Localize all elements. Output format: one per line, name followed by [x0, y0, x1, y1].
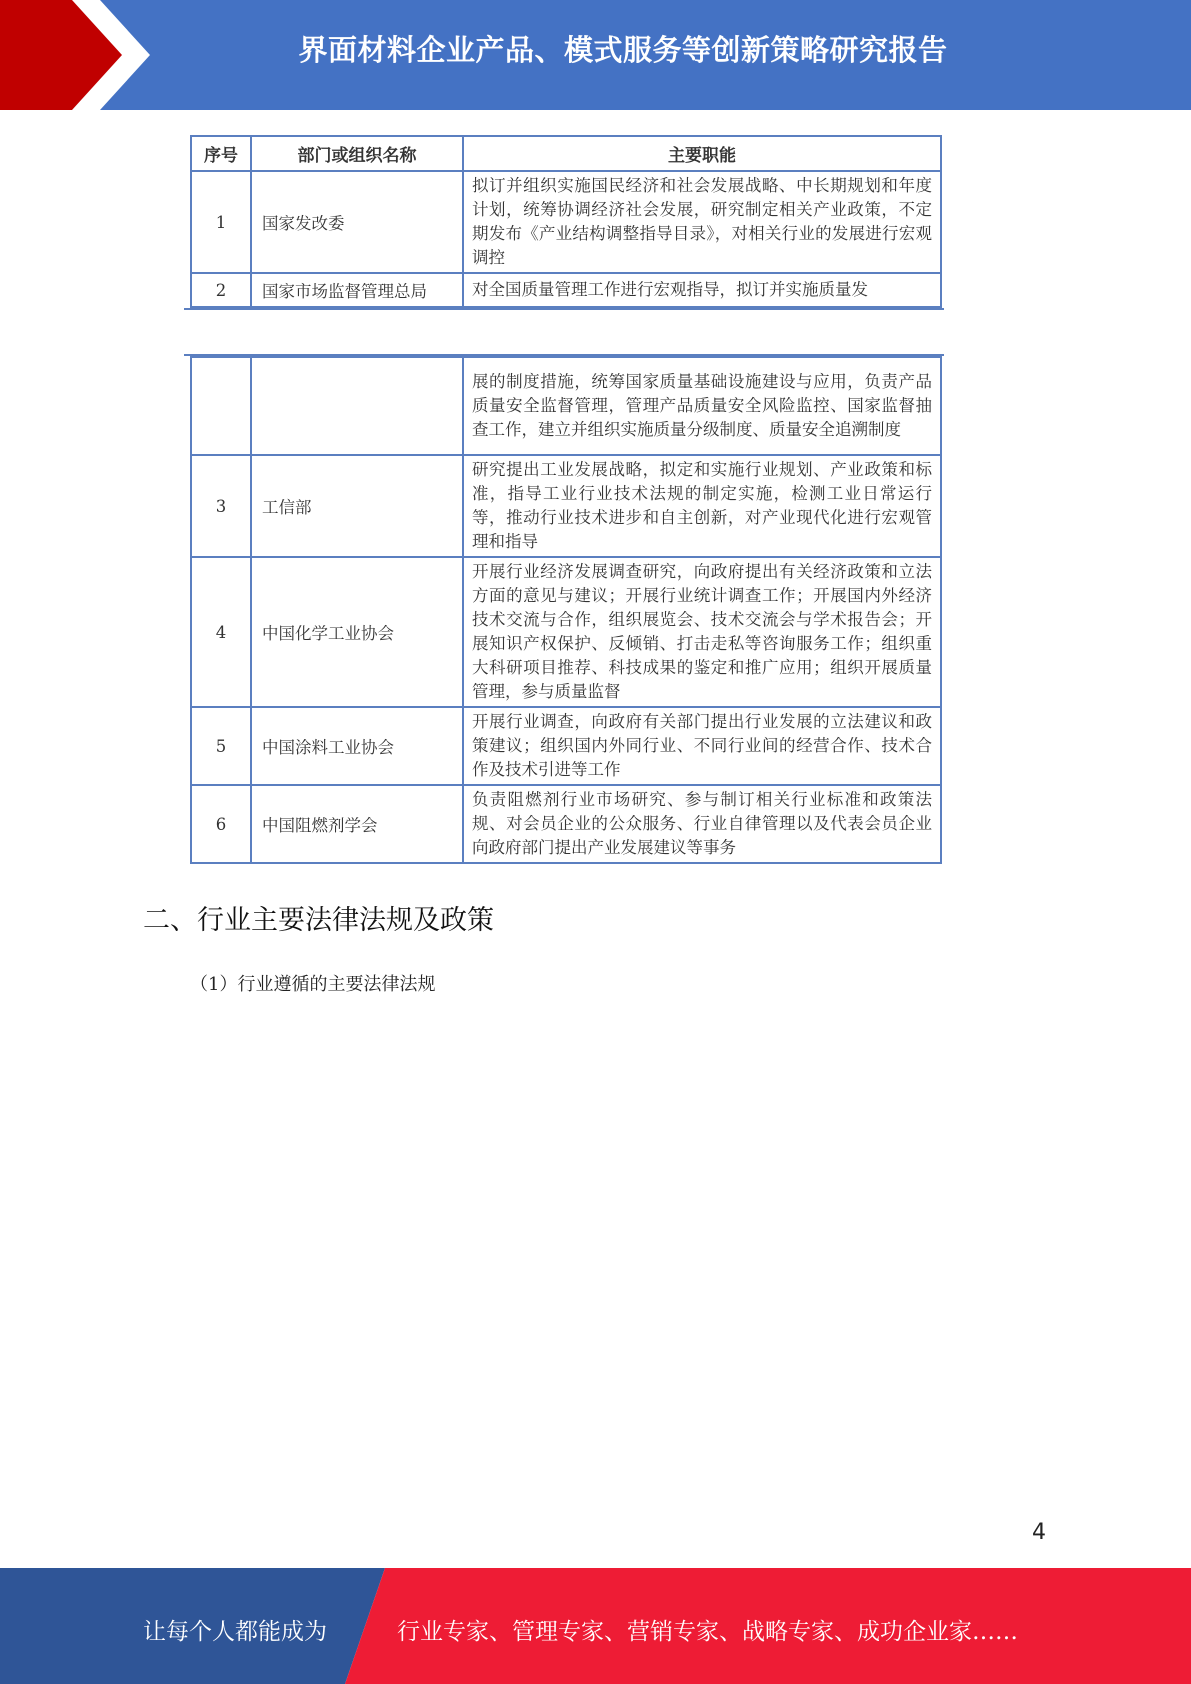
row-no-empty [191, 357, 251, 455]
header-no: 序号 [191, 136, 251, 171]
footer-slogan-right: 行业专家、管理专家、营销专家、战略专家、成功企业家…… [397, 1619, 1018, 1645]
agency-table-part1 [190, 135, 942, 308]
header-duty: 主要职能 [463, 136, 941, 171]
header-name: 部门或组织名称 [251, 136, 463, 171]
row-no: 4 [191, 557, 251, 707]
row-name: 工信部 [251, 455, 463, 557]
chevron-logo-icon [0, 0, 160, 110]
table-bottom-rule [184, 308, 944, 310]
footer-banner [0, 1568, 1191, 1684]
table-row [191, 785, 941, 863]
row-duty: 负责阻燃剂行业市场研究、参与制订相关行业标准和政策法规、对会员企业的公众服务、行业自律管理以及代表会员企业向政府部门提出产业发展建议等事务 [463, 785, 941, 863]
table-row [191, 455, 941, 557]
row-no: 3 [191, 455, 251, 557]
subsection-heading: （1）行业遵循的主要法律法规 [190, 974, 436, 995]
table-row [191, 171, 941, 273]
row-name: 国家发改委 [251, 171, 463, 273]
report-title: 界面材料企业产品、模式服务等创新策略研究报告 [298, 33, 948, 67]
row-name: 国家市场监督管理总局 [251, 273, 463, 307]
row-duty: 研究提出工业发展战略，拟定和实施行业规划、产业政策和标准，指导工业行业技术法规的制定实施，检测工业日常运行等，推动行业技术进步和自主创新，对产业现代化进行宏观管理和指导 [463, 455, 941, 557]
row-no: 1 [191, 171, 251, 273]
row-duty: 拟订并组织实施国民经济和社会发展战略、中长期规划和年度计划，统筹协调经济社会发展，研究制定相关产业政策，不定期发布《产业结构调整指导目录》，对相关行业的发展进行宏观调控 [463, 171, 941, 273]
row-name-empty [251, 357, 463, 455]
row-name: 中国涂料工业协会 [251, 707, 463, 785]
footer-slogan-left: 让每个人都能成为 [143, 1619, 327, 1645]
row-no: 5 [191, 707, 251, 785]
row-duty: 展的制度措施，统筹国家质量基础设施建设与应用，负责产品质量安全监督管理，管理产品质量安全风险监控、国家监督抽查工作，建立并组织实施质量分级制度、质量安全追溯制度 [463, 357, 941, 455]
row-duty: 开展行业调查，向政府有关部门提出行业发展的立法建议和政策建议；组织国内外同行业、不同行业间的经营合作、技术合作及技术引进等工作 [463, 707, 941, 785]
agency-table-part2 [190, 356, 942, 864]
table-row [191, 557, 941, 707]
section-heading: 二、行业主要法律法规及政策 [143, 905, 494, 936]
row-duty: 开展行业经济发展调查研究，向政府提出有关经济政策和立法方面的意见与建议；开展行业统计调查工作；开展国内外经济技术交流与合作，组织展览会、技术交流会与学术报告会；开展知识产权保护、反倾销、打击走私等咨询服务工作；组织重大科研项目推荐、科技成果的鉴定和推广应用；组织开展质量管理，参与质量监督 [463, 557, 941, 707]
row-no: 2 [191, 273, 251, 307]
row-name: 中国阻燃剂学会 [251, 785, 463, 863]
table-row [191, 707, 941, 785]
row-name: 中国化学工业协会 [251, 557, 463, 707]
table-row-continuation [191, 357, 941, 455]
row-no: 6 [191, 785, 251, 863]
row-duty: 对全国质量管理工作进行宏观指导，拟订并实施质量发 [463, 273, 941, 307]
page-number: 4 [1032, 1520, 1046, 1545]
table-header-row [191, 136, 941, 171]
table-row [191, 273, 941, 307]
header-bar [0, 0, 1191, 110]
